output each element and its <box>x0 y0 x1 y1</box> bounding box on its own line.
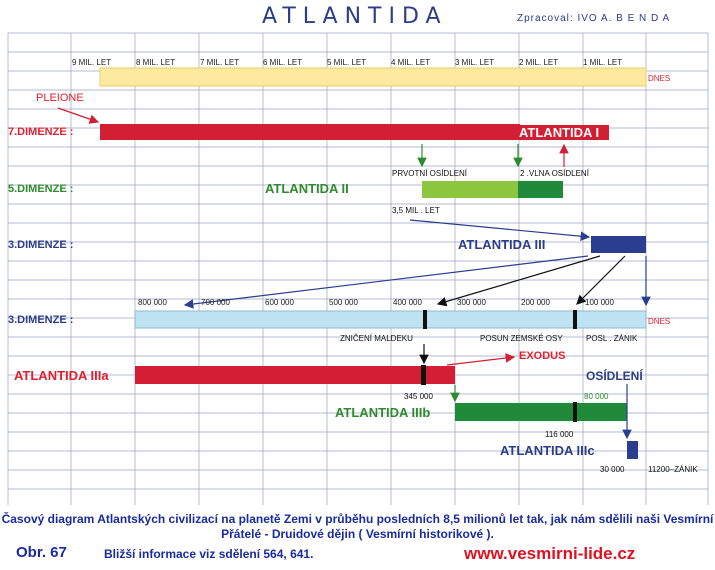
label-dimension-3-lower: 3.DIMENZE : <box>8 314 74 326</box>
top-axis-tick: 7 MIL. LET <box>200 58 240 67</box>
top-axis-tick: 3 MIL. LET <box>455 58 495 67</box>
bar-atlantida-2-second <box>518 181 563 198</box>
lower-axis-tick: 600 000 <box>265 298 294 307</box>
marker-3a <box>421 365 426 385</box>
bar-atlantida-3 <box>591 236 646 253</box>
label-first-settlement: PRVOTNÍ OSÍDLENÍ <box>392 169 467 178</box>
bar-atlantida-1 <box>100 124 520 140</box>
label-atlantida-2: ATLANTIDA II <box>265 181 349 196</box>
label-exodus: EXODUS <box>519 350 566 362</box>
lower-axis-tick: 300 000 <box>457 298 486 307</box>
label-second-wave: 2 .VLNA OSÍDLENÍ <box>520 169 589 178</box>
author-credit: Zpracoval: IVO A. B E N D A <box>517 13 671 24</box>
label-3-5-mil: 3,5 MIL . LET <box>392 206 440 215</box>
lower-axis-tick: 500 000 <box>329 298 358 307</box>
label-dimension-5: 5.DIMENZE : <box>8 183 74 195</box>
arrow-3-5-mil <box>410 220 589 237</box>
label-atlantida-3: ATLANTIDA III <box>458 237 546 252</box>
top-axis-tick: 2 MIL. LET <box>519 58 559 67</box>
label-atlantida-3c: ATLANTIDA IIIc <box>500 443 595 458</box>
marker-maldek <box>423 310 427 329</box>
bar-timeline-lower <box>135 311 646 328</box>
label-axis-shift: POSUN ZEMSKÉ OSY <box>480 334 563 343</box>
top-axis-tick: 6 MIL. LET <box>263 58 303 67</box>
marker-axis-shift <box>573 310 577 329</box>
label-atlantida-3b: ATLANTIDA IIIb <box>335 405 431 420</box>
caption: Časový diagram Atlantských civilizací na planetě Zemi v průběhu posledních 8,5 milionů let tak, jak nám sdělili naši Vesmírní Přátelé - Druidové dějin ( Vesmírní historikové ). <box>1 512 714 541</box>
lower-axis-now: DNES <box>648 317 671 326</box>
label-last-end: POSL . ZÁNIK <box>586 334 638 343</box>
info-text: Bližší informace viz sdělení 564, 641. <box>104 547 314 561</box>
bar-atlantida-3c <box>627 441 638 459</box>
top-axis-tick: 1 MIL. LET <box>583 58 623 67</box>
website-link[interactable]: www.vesmirni-lide.cz <box>464 544 636 563</box>
label-11200: 11200–ZÁNIK <box>648 465 698 474</box>
bar-timeline-top <box>100 68 646 86</box>
label-dimension-3-upper: 3.DIMENZE : <box>8 239 74 251</box>
arrow-exodus <box>447 357 514 365</box>
top-axis-tick: 8 MIL. LET <box>136 58 176 67</box>
label-80000: 80 000 <box>584 392 609 401</box>
lower-axis-tick: 700 000 <box>201 298 230 307</box>
label-atlantida-1: ATLANTIDA I <box>519 125 609 140</box>
top-axis-now: DNES <box>648 74 671 83</box>
grid-lines <box>8 33 708 505</box>
label-dimension-7: 7.DIMENZE : <box>8 126 74 138</box>
top-axis-tick: 9 MIL. LET <box>72 58 112 67</box>
lower-axis-tick: 400 000 <box>393 298 422 307</box>
lower-axis-tick: 200 000 <box>521 298 550 307</box>
label-345000: 345 000 <box>404 392 433 401</box>
top-axis-tick: 4 MIL. LET <box>391 58 431 67</box>
label-atlantida-3a: ATLANTIDA IIIa <box>14 368 109 383</box>
figure-number: Obr. 67 <box>16 544 67 561</box>
page-title: ATLANTIDA <box>262 4 448 29</box>
label-settlement: OSÍDLENÍ <box>586 369 643 383</box>
bar-atlantida-3b <box>455 403 627 421</box>
bar-atlantida-3a <box>135 366 455 384</box>
bar-atlantida-2-first <box>422 181 518 198</box>
label-maldek: ZNIČENÍ MALDEKU <box>340 334 413 343</box>
label-pleione: PLEIONE <box>36 92 84 104</box>
marker-3b <box>573 402 577 422</box>
top-axis-tick: 5 MIL. LET <box>327 58 367 67</box>
lower-axis-tick: 100 000 <box>585 298 614 307</box>
label-116000: 116 000 <box>545 430 574 439</box>
lower-axis-tick: 800 000 <box>138 298 167 307</box>
arrow-pleione <box>58 108 98 122</box>
label-30000: 30 000 <box>600 465 625 474</box>
